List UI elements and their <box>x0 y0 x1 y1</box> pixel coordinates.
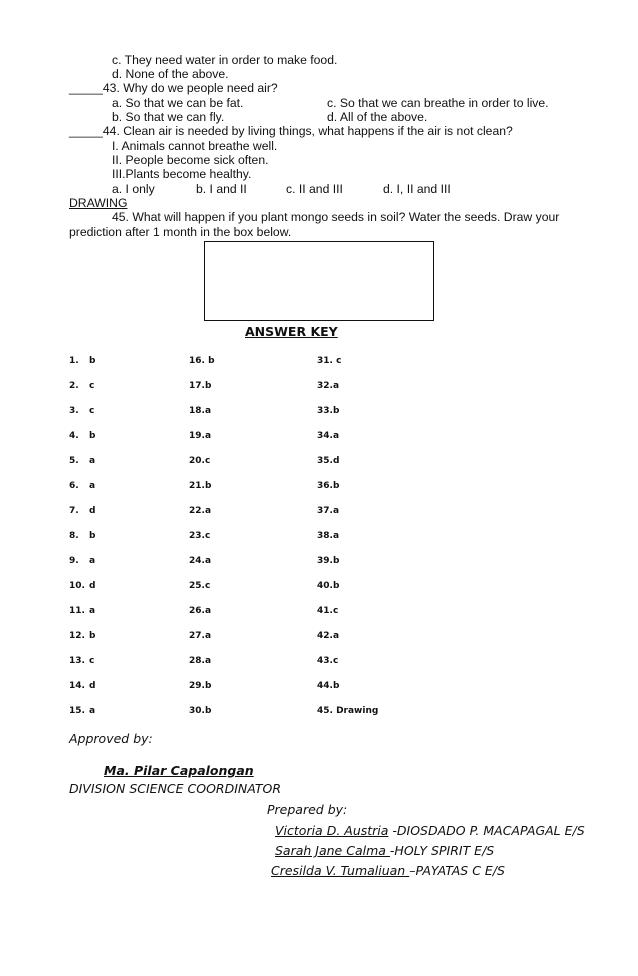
ak-col3-13: 43.c <box>317 656 339 666</box>
ak-col2-6: 21.b <box>189 481 212 491</box>
ak-col3-10: 40.b <box>317 581 340 591</box>
drawing-heading: DRAWING <box>69 196 128 210</box>
ak-col3-12: 42.a <box>317 631 340 641</box>
ak-col3-14: 44.b <box>317 681 340 691</box>
ak-col2-4: 19.a <box>189 431 212 441</box>
ak-col2-7: 22.a <box>189 506 212 516</box>
q43-option-b: b. So that we can fly. <box>112 110 225 124</box>
ak-col1-13: c <box>89 656 95 666</box>
q44-statement-ii: II. People become sick often. <box>112 153 269 167</box>
ak-num-7: 7. <box>69 506 79 516</box>
ak-col1-5: a <box>89 456 96 466</box>
ak-num-15: 15. <box>69 706 85 716</box>
preparer-3-name: Cresilda V. Tumaliuan <box>271 863 410 878</box>
ak-num-10: 10. <box>69 581 85 591</box>
ak-num-11: 11. <box>69 606 85 616</box>
ak-col3-2: 32.a <box>317 381 340 391</box>
q44-statement-i: I. Animals cannot breathe well. <box>112 139 278 153</box>
ak-col1-14: d <box>89 681 96 691</box>
prepared-by-label: Prepared by: <box>267 802 348 817</box>
q44-option-b: b. I and II <box>196 182 247 196</box>
ak-num-1: 1. <box>69 356 79 366</box>
ak-col1-7: d <box>89 506 96 516</box>
ak-col2-8: 23.c <box>189 531 211 541</box>
q42-option-d: d. None of the above. <box>112 67 229 81</box>
coordinator-name: Ma. Pilar Capalongan <box>104 763 254 778</box>
coordinator-title: DIVISION SCIENCE COORDINATOR <box>69 781 282 796</box>
ak-col3-11: 41.c <box>317 606 339 616</box>
q44-option-c: c. II and III <box>286 182 343 196</box>
ak-col2-3: 18.a <box>189 406 212 416</box>
q45-stem-line2: prediction after 1 month in the box below. <box>69 225 292 239</box>
ak-col2-5: 20.c <box>189 456 211 466</box>
ak-col3-1: 31. c <box>317 356 342 366</box>
ak-col2-10: 25.c <box>189 581 211 591</box>
ak-num-9: 9. <box>69 556 79 566</box>
ak-col3-7: 37.a <box>317 506 340 516</box>
q43-option-c: c. So that we can breathe in order to live. <box>327 96 549 110</box>
answer-key-title: ANSWER KEY <box>245 324 338 339</box>
ak-col3-15: 45. Drawing <box>317 706 379 716</box>
ak-col1-9: a <box>89 556 96 566</box>
preparer-2-name: Sarah Jane Calma <box>275 843 390 858</box>
preparer-2-school: -HOLY SPIRIT E/S <box>389 843 495 858</box>
ak-col3-8: 38.a <box>317 531 340 541</box>
preparer-1 <box>275 823 585 839</box>
preparer-3-school: –PAYATAS C E/S <box>409 863 505 878</box>
q43-option-d: d. All of the above. <box>327 110 428 124</box>
ak-col1-3: c <box>89 406 95 416</box>
q44-stem: _____44. Clean air is needed by living things, what happens if the air is not clean? <box>69 124 513 138</box>
ak-col1-2: c <box>89 381 95 391</box>
ak-col1-1: b <box>89 356 96 366</box>
ak-col2-12: 27.a <box>189 631 212 641</box>
ak-col1-4: b <box>89 431 96 441</box>
ak-col2-1: 16. b <box>189 356 215 366</box>
ak-col3-5: 35.d <box>317 456 340 466</box>
ak-num-12: 12. <box>69 631 85 641</box>
ak-num-8: 8. <box>69 531 79 541</box>
ak-col1-6: a <box>89 481 96 491</box>
q45-stem-line1: 45. What will happen if you plant mongo seeds in soil? Water the seeds. Draw your <box>112 210 560 224</box>
q43-option-a: a. So that we can be fat. <box>112 96 244 110</box>
ak-col2-15: 30.b <box>189 706 212 716</box>
ak-num-3: 3. <box>69 406 79 416</box>
approved-by-label: Approved by: <box>69 731 153 746</box>
ak-col2-14: 29.b <box>189 681 212 691</box>
q42-option-c: c. They need water in order to make food. <box>112 53 338 67</box>
ak-num-5: 5. <box>69 456 79 466</box>
ak-col3-4: 34.a <box>317 431 340 441</box>
ak-col2-13: 28.a <box>189 656 212 666</box>
ak-col2-11: 26.a <box>189 606 212 616</box>
ak-col1-15: a <box>89 706 96 716</box>
ak-col1-12: b <box>89 631 96 641</box>
ak-num-14: 14. <box>69 681 85 691</box>
ak-num-6: 6. <box>69 481 79 491</box>
q44-option-d: d. I, II and III <box>383 182 451 196</box>
drawing-box <box>204 241 434 321</box>
ak-col1-11: a <box>89 606 96 616</box>
ak-num-13: 13. <box>69 656 85 666</box>
ak-num-2: 2. <box>69 381 79 391</box>
ak-col1-8: b <box>89 531 96 541</box>
ak-col3-6: 36.b <box>317 481 340 491</box>
q44-statement-iii: III.Plants become healthy. <box>112 167 252 181</box>
preparer-1-school: -DIOSDADO P. MACAPAGAL E/S <box>388 823 585 838</box>
ak-col2-9: 24.a <box>189 556 212 566</box>
preparer-2 <box>275 843 494 859</box>
q44-option-a: a. I only <box>112 182 155 196</box>
q43-stem: _____43. Why do we people need air? <box>69 81 278 95</box>
preparer-3 <box>271 863 505 879</box>
ak-col2-2: 17.b <box>189 381 212 391</box>
ak-col1-10: d <box>89 581 96 591</box>
ak-col3-3: 33.b <box>317 406 340 416</box>
preparer-1-name: Victoria D. Austria <box>275 823 389 838</box>
ak-num-4: 4. <box>69 431 79 441</box>
ak-col3-9: 39.b <box>317 556 340 566</box>
